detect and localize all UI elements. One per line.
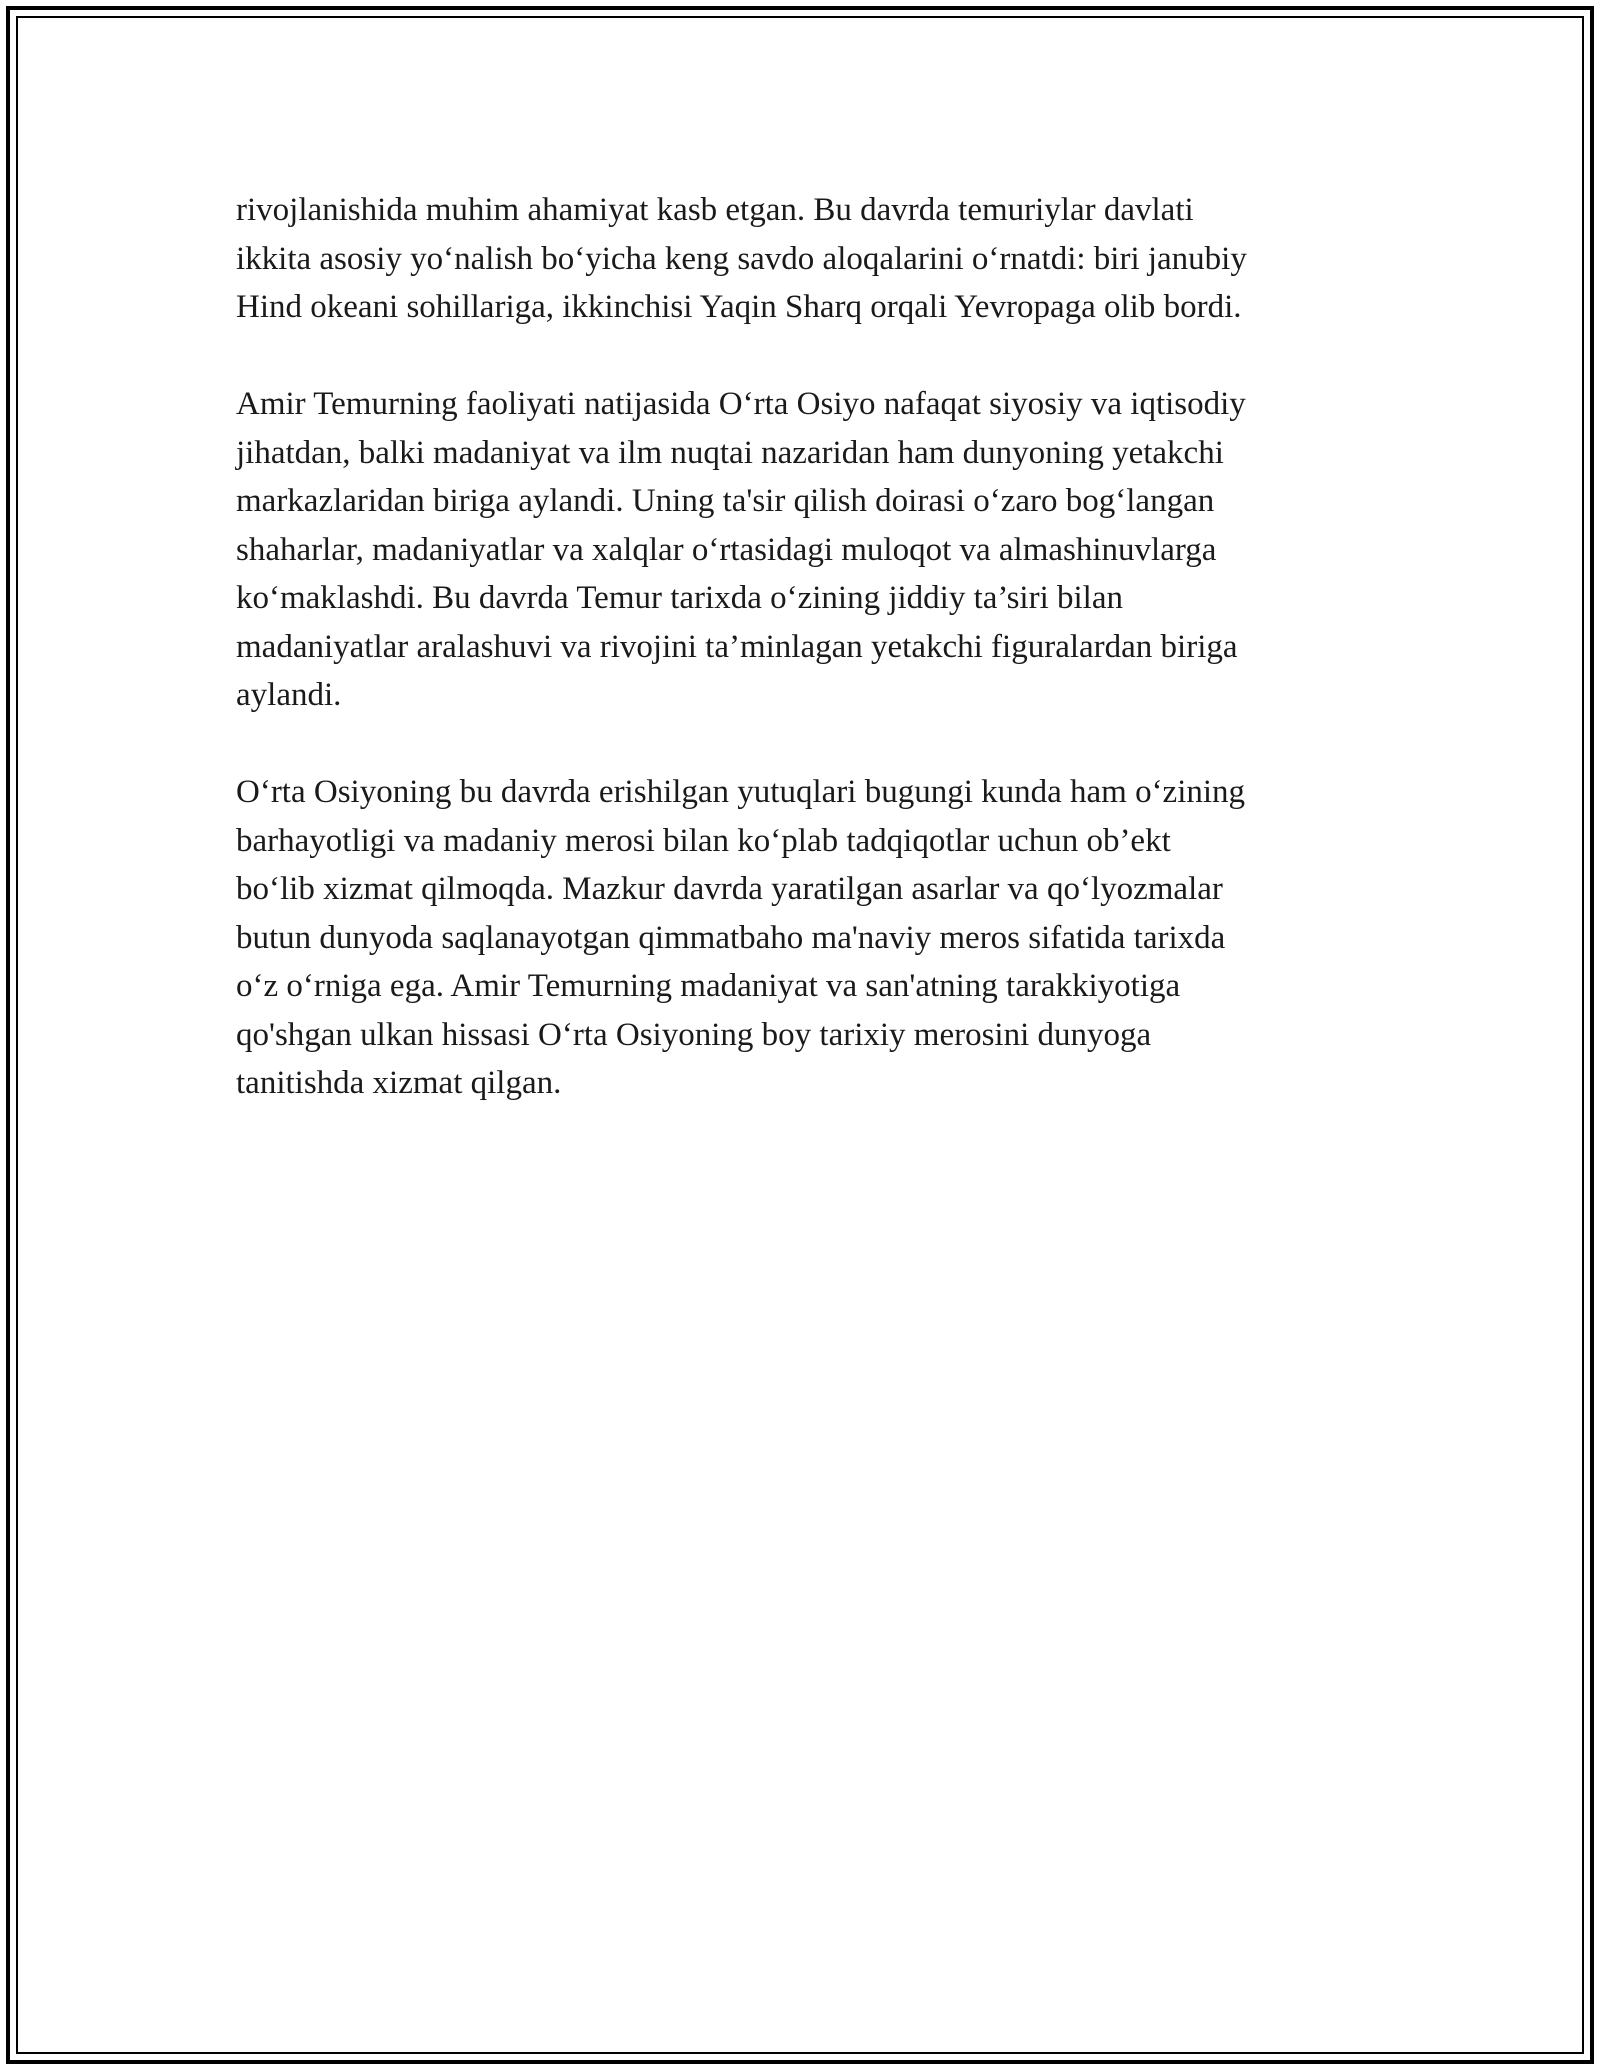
text-line: barhayotligi va madaniy merosi bilan ko‘plab tadqiqotlar uchun ob’ekt [236,822,1171,859]
paragraph-1 [236,186,1366,332]
text-line: aylandi. [236,677,342,713]
paragraph-3 [236,768,1366,1108]
text-line: tanitishda xizmat qilgan. [236,1065,562,1101]
text-line: butun dunyoda saqlanayotgan qimmatbaho ma'naviy meros sifatida tarixda [236,919,1226,956]
text-line: qo'shgan ulkan hissasi O‘rta Osiyoning boy tarixiy merosini dunyoga [236,1016,1152,1053]
document-body [236,186,1366,1156]
text-line: o‘z o‘rniga ega. Amir Temurning madaniyat va san'atning tarakkiyotiga [236,968,1181,1004]
text-line: ikkita asosiy yo‘nalish bo‘yicha keng savdo aloqalarini o‘rnatdi: biri janubiy [236,240,1247,277]
paragraph-2 [236,380,1366,720]
text-line: Hind okeani sohillariga, ikkinchisi Yaqin Sharq orqali Yevropaga olib bordi. [236,289,1242,325]
text-line: shaharlar, madaniyatlar va xalqlar o‘rtasidagi muloqot va almashinuvlarga [236,531,1217,568]
text-line: markazlaridan biriga aylandi. Uning ta'sir qilish doirasi o‘zaro bog‘langan [236,483,1215,519]
text-line: Amir Temurning faoliyati natijasida O‘rta Osiyo nafaqat siyosiy va iqtisodiy [236,386,1246,422]
text-line: madaniyatlar aralashuvi va rivojini ta’minlagan yetakchi figuralardan biriga [236,628,1238,665]
text-line: bo‘lib xizmat qilmoqda. Mazkur davrda yaratilgan asarlar va qo‘lyozmalar [236,871,1223,907]
text-line: ko‘maklashdi. Bu davrda Temur tarixda o‘zining jiddiy ta’siri bilan [236,580,1123,616]
text-line: rivojlanishida muhim ahamiyat kasb etgan. Bu davrda temuriylar davlati [236,192,1194,228]
text-line: O‘rta Osiyoning bu davrda erishilgan yutuqlari bugungi kunda ham o‘zining [236,774,1246,810]
text-line: jihatdan, balki madaniyat va ilm nuqtai nazaridan ham dunyoning yetakchi [236,434,1224,471]
